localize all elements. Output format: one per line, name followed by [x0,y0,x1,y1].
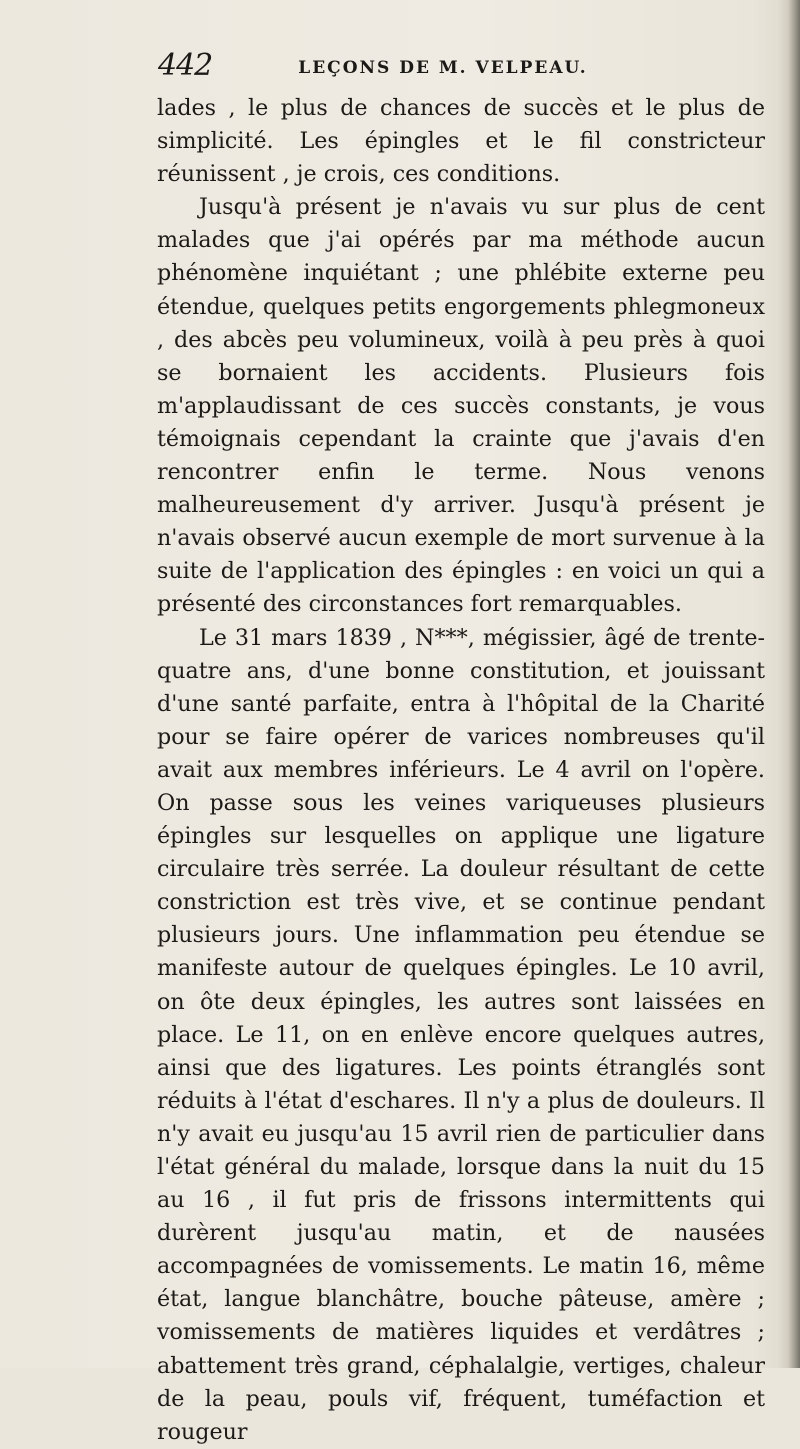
paragraph: Le 31 mars 1839 , N***, mégissier, âgé de trente-quatre ans, d'une bonne constitution, et jouissant d'une santé parfaite, entra à l'hôpital de la Charité pour se faire opérer de varices nombreuses qu'il avait aux membres inférieurs. Le 4 avril on l'opère. On passe sous les veines variqueuses plusieurs épingles sur lesquelles on applique une ligature circulaire très serrée. La douleur résultant de cette constriction est très vive, et se continue pendant plusieurs jours. Une inflammation peu étendue se manifeste autour de quelques épingles. Le 10 avril, on ôte deux épingles, les autres sont laissées en place. Le 11, on en enlève encore quelques autres, ainsi que des ligatures. Les points étranglés sont réduits à l'état d'eschares. Il n'y a plus de douleurs. Il n'y avait eu jusqu'au 15 avril rien de particulier dans l'état général du malade, lorsque dans la nuit du 15 au 16 , il fut pris de frissons intermittents qui durèrent jusqu'au matin, et de nausées accompagnées de vomissements. Le matin 16, même état, langue blanchâtre, bouche pâteuse, amère ; vomissements de matières liquides et verdâtres ; abattement très grand, céphalalgie, vertiges, chaleur de la peau, pouls vif, fréquent, tuméfaction et rougeur [157,624,765,1445]
running-title: LEÇONS DE M. VELPEAU. [298,58,588,78]
paragraph-continuation: lades , le plus de chances de succès et le plus de simplicité. Les épingles et le fil constricteur réunissent , je crois, ces conditions. [157,95,765,188]
page-number: 442 [158,48,213,83]
page-header [158,48,728,88]
body-text [157,92,765,1449]
page-gutter-shadow [778,0,800,1368]
paragraph: Jusqu'à présent je n'avais vu sur plus de cent malades que j'ai opérés par ma méthode aucun phénomène inquiétant ; une phlébite externe peu étendue, quelques petits engorgements phlegmoneux , des abcès peu volumineux, voilà à peu près à quoi se bornaient les accidents. Plusieurs fois m'applaudissant de ces succès constants, je vous témoignais cependant la crainte que j'avais d'en rencontrer enfin le terme. Nous venons malheureusement d'y arriver. Jusqu'à présent je n'avais observé aucun exemple de mort survenue à la suite de l'application des épingles : en voici un qui a présenté des circonstances fort remarquables. [157,194,765,618]
